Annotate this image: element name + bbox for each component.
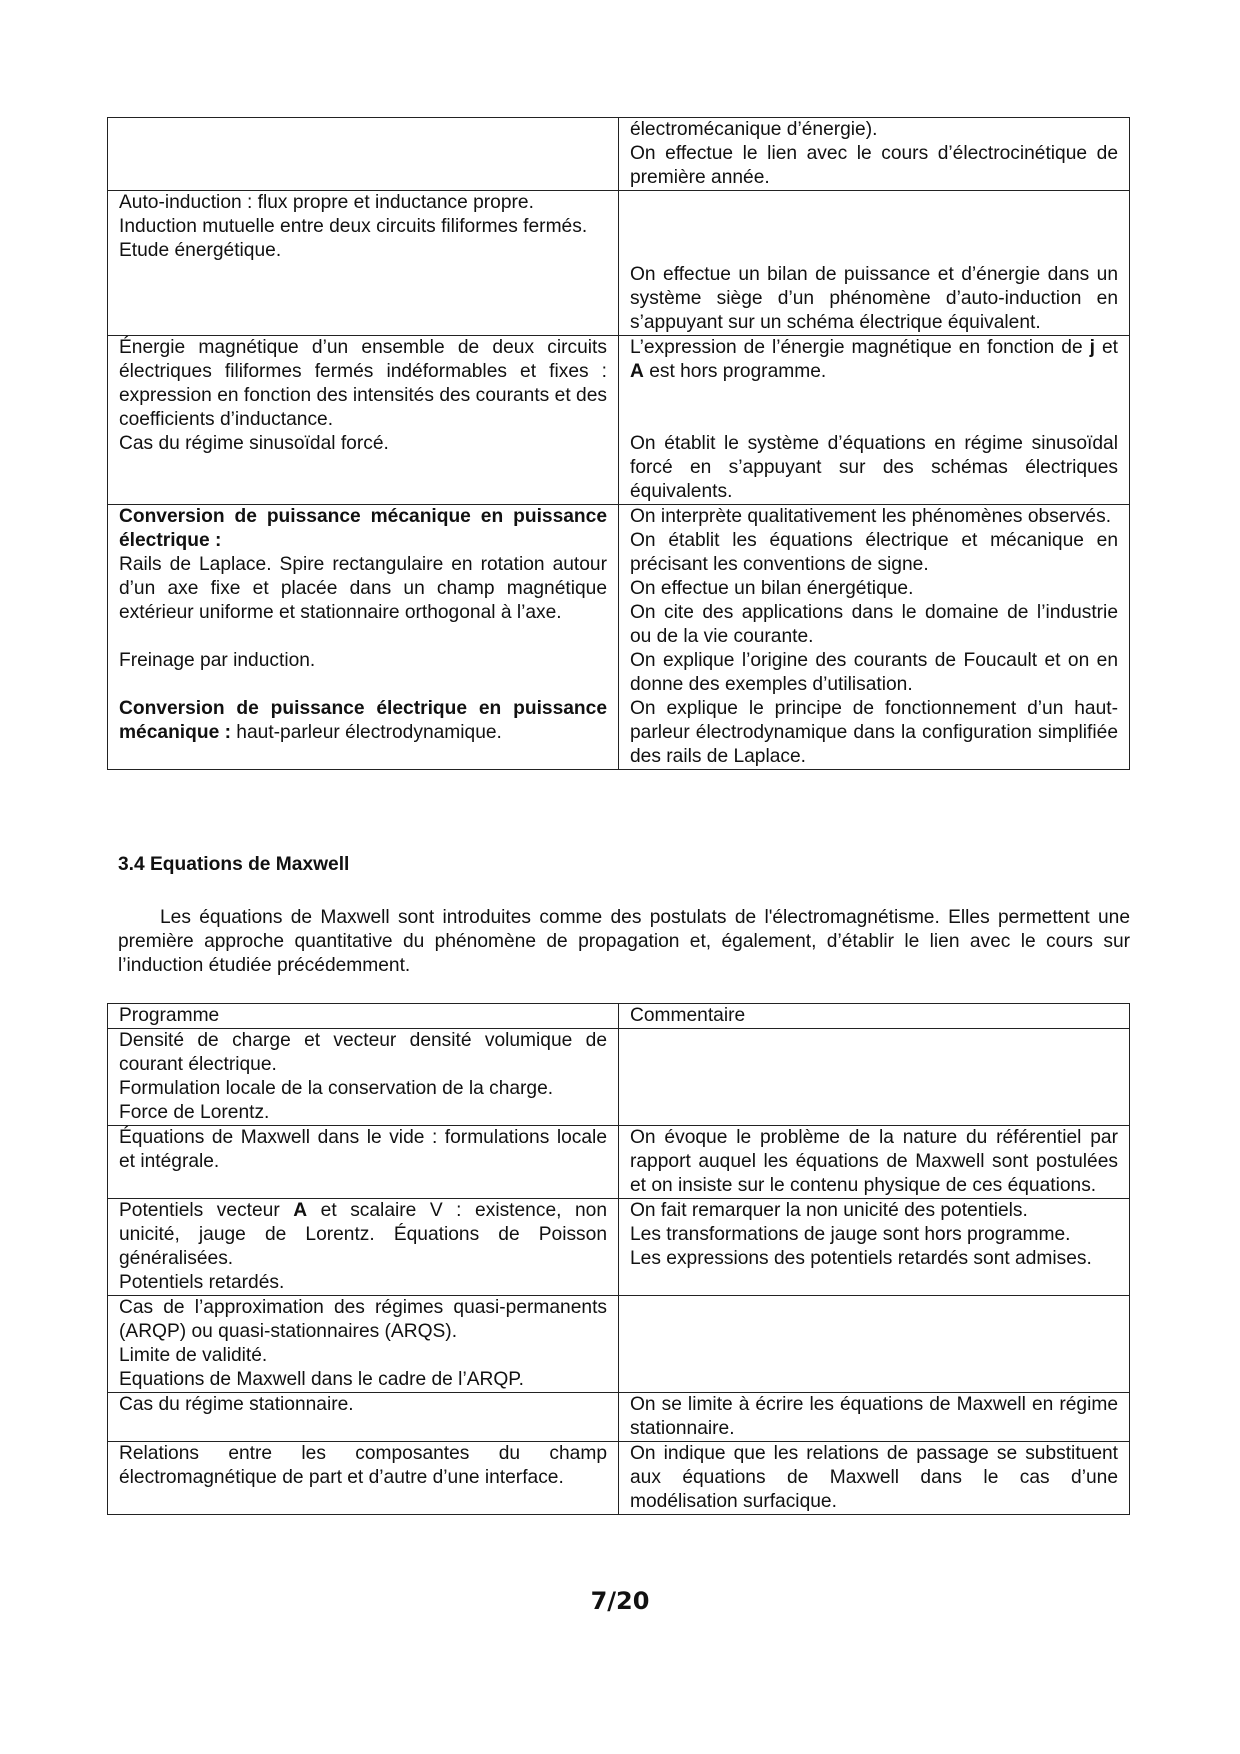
- table-row: [108, 1393, 1130, 1442]
- program-text: Équations de Maxwell dans le vide : formulations locale et intégrale.: [119, 1127, 607, 1172]
- comment-text: On explique le principe de fonctionnement d’un haut-parleur électrodynamique dans la configuration simplifiée des rails de Laplace.: [630, 698, 1118, 767]
- comment-cell: [619, 118, 1130, 191]
- comment-text: électromécanique d’énergie).: [630, 119, 878, 140]
- comment-cell: [619, 191, 1130, 336]
- comment-cell: [619, 1126, 1130, 1199]
- comment-text: On explique l’origine des courants de Foucault et on en donne des exemples d’utilisation.: [630, 650, 1118, 695]
- program-text: Force de Lorentz.: [119, 1102, 270, 1123]
- program-cell: [108, 1199, 619, 1296]
- comment-cell: [619, 1442, 1130, 1515]
- program-text: Conversion de puissance électrique en puissance mécanique : haut-parleur électrodynamique.: [119, 698, 607, 743]
- comment-text: On effectue un bilan énergétique.: [630, 578, 914, 599]
- program-cell: [108, 1442, 619, 1515]
- induction-program-table: [107, 117, 1130, 770]
- table-row: [108, 191, 1130, 336]
- page-number: 7/20: [590, 1587, 650, 1615]
- vector-a: A: [630, 361, 644, 382]
- table-row: [108, 1442, 1130, 1515]
- program-text: Densité de charge et vecteur densité volumique de courant électrique.: [119, 1030, 607, 1075]
- program-text: Rails de Laplace. Spire rectangulaire en rotation autour d’un axe fixe et placée dans un champ magnétique extérieur uniforme et stationnaire orthogonal à l’axe.: [119, 554, 607, 623]
- table-row: [108, 1029, 1130, 1126]
- section-intro: Les équations de Maxwell sont introduites comme des postulats de l'électromagnétisme. Elles permettent une première approche quantitative du phénomène de propagation et, également, d’établir le lien avec le cours sur l’induction étudiée précédemment.: [118, 907, 1130, 976]
- comment-text: L’expression de l’énergie magnétique en fonction de j et A est hors programme.: [630, 337, 1118, 382]
- table-row: [108, 505, 1130, 770]
- program-cell: [108, 118, 619, 191]
- program-text: Induction mutuelle entre deux circuits filiformes fermés.: [119, 216, 588, 237]
- comment-text: On indique que les relations de passage se substituent aux équations de Maxwell dans le cas d’une modélisation surfacique.: [630, 1443, 1118, 1512]
- program-cell: [108, 1393, 619, 1442]
- program-cell: [108, 336, 619, 505]
- table-row: [108, 1296, 1130, 1393]
- program-text: Potentiels retardés.: [119, 1272, 285, 1293]
- comment-text: On établit les équations électrique et mécanique en précisant les conventions de signe.: [630, 530, 1118, 575]
- comment-cell: [619, 1029, 1130, 1126]
- header-programme: Programme: [108, 1004, 619, 1029]
- program-text: Cas de l’approximation des régimes quasi-permanents (ARQP) ou quasi-stationnaires (ARQS).: [119, 1297, 607, 1342]
- program-text: Equations de Maxwell dans le cadre de l’ARQP.: [119, 1369, 524, 1390]
- comment-text: On interprète qualitativement les phénomènes observés.: [630, 506, 1112, 527]
- program-text: Etude énergétique.: [119, 240, 282, 261]
- program-text: Potentiels vecteur A et scalaire V : existence, non unicité, jauge de Lorentz. Équations de Poisson généralisées.: [119, 1200, 607, 1269]
- table-row: [108, 1199, 1130, 1296]
- comment-text: On établit le système d’équations en régime sinusoïdal forcé en s’appuyant sur des schémas électriques équivalents.: [630, 433, 1118, 502]
- comment-text: On cite des applications dans le domaine de l’industrie ou de la vie courante.: [630, 602, 1118, 647]
- program-cell: [108, 1029, 619, 1126]
- program-text: Freinage par induction.: [119, 650, 316, 671]
- comment-cell: [619, 505, 1130, 770]
- comment-text: On effectue un bilan de puissance et d’énergie dans un système siège d’un phénomène d’auto-induction en s’appuyant sur un schéma électrique équivalent.: [630, 264, 1118, 333]
- program-cell: [108, 191, 619, 336]
- maxwell-program-table: [107, 1003, 1130, 1515]
- comment-cell: [619, 336, 1130, 505]
- comment-text: Les expressions des potentiels retardés sont admises.: [630, 1248, 1092, 1269]
- table-row: [108, 1126, 1130, 1199]
- vector-j: j: [1089, 337, 1095, 358]
- table-row: [108, 336, 1130, 505]
- section-heading: 3.4 Equations de Maxwell: [118, 854, 350, 875]
- table-row: [108, 118, 1130, 191]
- comment-text: On fait remarquer la non unicité des potentiels.: [630, 1200, 1028, 1221]
- program-cell: [108, 505, 619, 770]
- comment-cell: [619, 1393, 1130, 1442]
- program-text: Auto-induction : flux propre et inductance propre.: [119, 192, 534, 213]
- comment-text: Les transformations de jauge sont hors programme.: [630, 1224, 1071, 1245]
- program-text: Cas du régime sinusoïdal forcé.: [119, 433, 389, 454]
- program-cell: [108, 1126, 619, 1199]
- vector-a: A: [293, 1200, 308, 1221]
- program-text: Formulation locale de la conservation de la charge.: [119, 1078, 554, 1099]
- comment-text: On évoque le problème de la nature du référentiel par rapport auquel les équations de Maxwell sont postulées et on insiste sur le contenu physique de ces équations.: [630, 1127, 1118, 1196]
- program-subheading: Conversion de puissance électrique en puissance mécanique :: [119, 698, 607, 743]
- program-subheading: Conversion de puissance mécanique en puissance électrique :: [119, 506, 607, 551]
- comment-text: On se limite à écrire les équations de Maxwell en régime stationnaire.: [630, 1394, 1118, 1439]
- program-text: Limite de validité.: [119, 1345, 268, 1366]
- comment-cell: [619, 1296, 1130, 1393]
- comment-text: On effectue le lien avec le cours d’électrocinétique de première année.: [630, 143, 1118, 188]
- comment-cell: [619, 1199, 1130, 1296]
- header-commentaire: Commentaire: [619, 1004, 1130, 1029]
- program-cell: [108, 1296, 619, 1393]
- program-text: Énergie magnétique d’un ensemble de deux circuits électriques filiformes fermés indéformables et fixes : expression en fonction des intensités des courants et des coefficients d’inductance.: [119, 337, 607, 430]
- program-text: Relations entre les composantes du champ électromagnétique de part et d’autre d’une interface.: [119, 1443, 607, 1488]
- table-header-row: [108, 1004, 1130, 1029]
- program-text: Cas du régime stationnaire.: [119, 1394, 354, 1415]
